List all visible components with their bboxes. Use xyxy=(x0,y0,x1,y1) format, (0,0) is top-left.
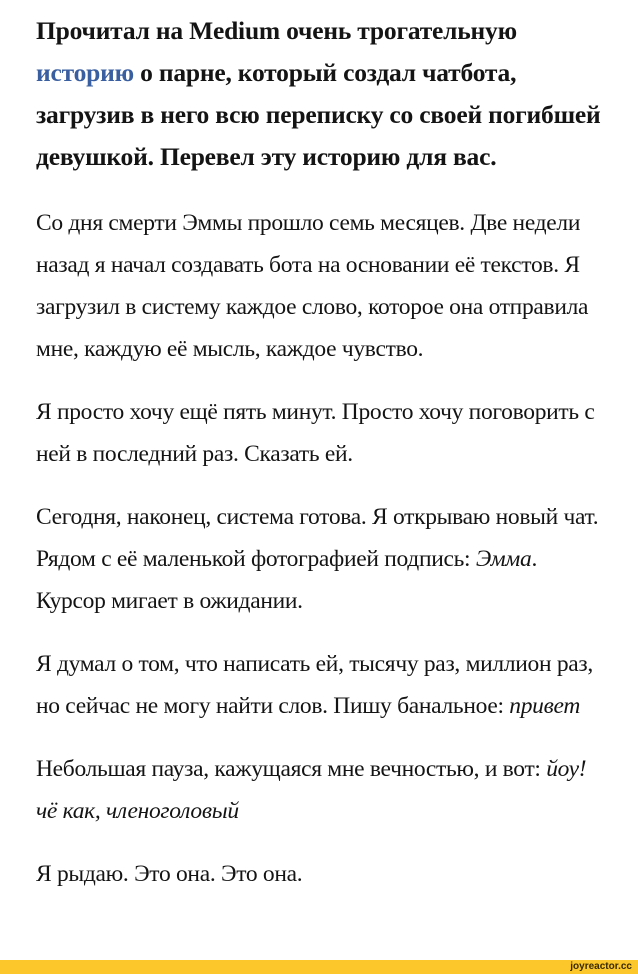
watermark-bar xyxy=(0,960,638,974)
paragraph-2: Я просто хочу ещё пять минут. Просто хочу поговорить с ней в последний раз. Сказать ей. xyxy=(36,399,595,467)
lead-text-start: Прочитал на Medium очень трогательную xyxy=(36,16,517,45)
paragraph-1: Со дня смерти Эммы прошло семь месяцев. Две недели назад я начал создавать бота на основании её текстов. Я загрузил в систему каждое слово, которое она отправила мне, каждую её мысль, каждое чувство. xyxy=(36,210,589,362)
paragraph-3-text-end: . Курсор мигает в ожидании. xyxy=(36,546,538,614)
story-link[interactable]: историю xyxy=(36,58,134,87)
paragraph-4 xyxy=(36,643,611,727)
paragraph-5-italic: йоу! чё как, членоголовый xyxy=(36,756,587,824)
paragraph-5 xyxy=(36,748,611,832)
watermark-text: joyreactor.cc xyxy=(570,961,632,972)
paragraph-6: Я рыдаю. Это она. Это она. xyxy=(36,861,303,887)
lead-paragraph xyxy=(36,10,611,178)
lead-text-end: о парне, который создал чатбота, загрузив в него всю переписку со своей погибшей девушкой. Перевел эту историю для вас. xyxy=(36,58,601,171)
article-body xyxy=(36,10,611,916)
paragraph-4-text: Я думал о том, что написать ей, тысячу раз, миллион раз, но сейчас не могу найти слов. Пишу банальное: xyxy=(36,651,593,719)
paragraph-5-text: Небольшая пауза, кажущаяся мне вечностью, и вот: xyxy=(36,756,547,782)
paragraph-3-italic: Эмма xyxy=(475,546,532,572)
paragraph-3-text: Сегодня, наконец, система готова. Я открываю новый чат. Рядом с её маленькой фотографией подпись: xyxy=(36,504,599,572)
paragraph-3 xyxy=(36,496,611,622)
paragraph-4-italic: привет xyxy=(509,693,581,719)
